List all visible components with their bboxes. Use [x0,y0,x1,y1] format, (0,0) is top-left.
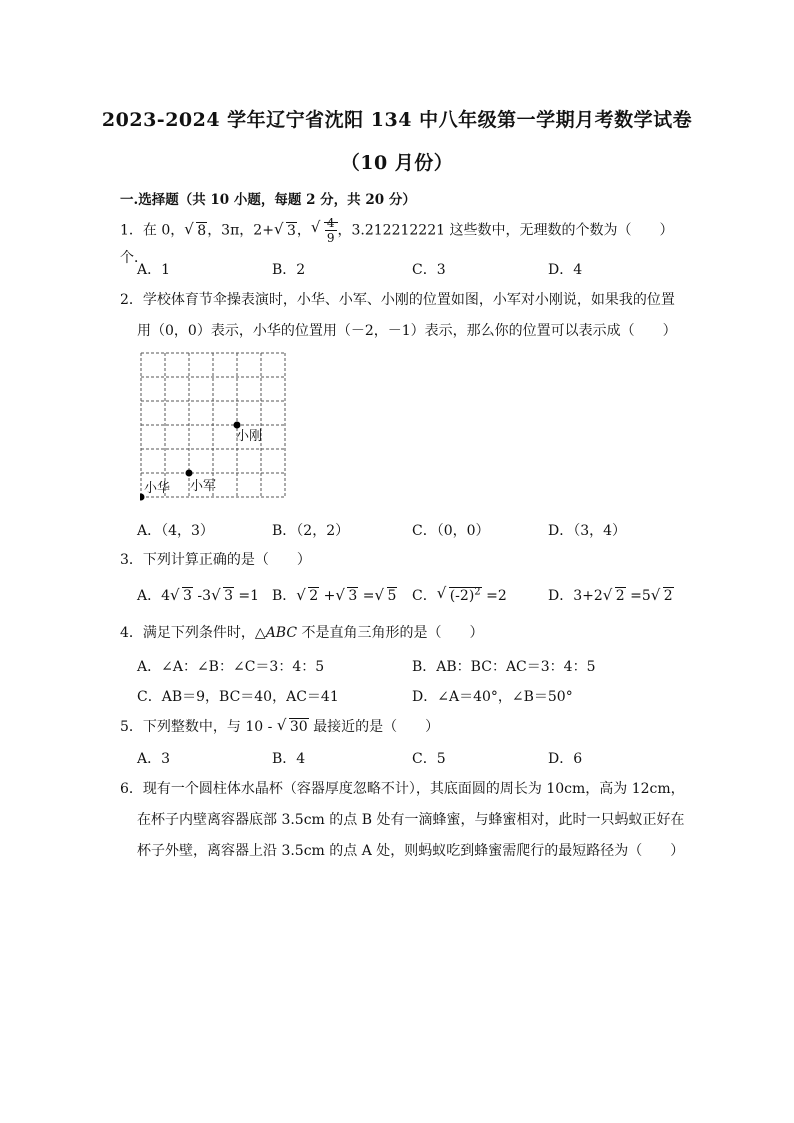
q3-option-b[interactable] [272,585,397,605]
q5-option-d[interactable]: D．6 [548,751,583,767]
question-2-line-2: 用（0，0）表示，小华的位置用（－2，－1）表示，那么你的位置可以表示成（ ） [137,323,677,339]
q1-frac-den: 9 [326,231,335,245]
label-xiaogang: 小刚 [236,429,263,444]
q4-stem-a: 4．满足下列条件时，△ [120,625,266,641]
q1-suffix: ，3.212212221 这些数中，无理数的个数为（ ）个． [120,222,674,266]
q5-option-c[interactable]: C．5 [412,751,446,767]
q3-d-rad2: 2 [663,588,673,604]
q1-radicand-3: 3 [286,222,296,239]
q3-a-coef: 4 [161,588,171,604]
q3-b-letter: B． [272,588,297,604]
q1-mid: ，3π， [207,222,254,239]
q5-option-b[interactable]: B．4 [272,751,306,767]
q3-option-d[interactable] [548,585,674,605]
q4-option-c[interactable]: C．AB＝9，BC＝40，AC＝41 [137,689,339,705]
exam-subtitle: （10 月份） [340,152,454,174]
q3-b-mid: + [319,588,336,604]
q3-c-letter: C． [412,588,437,604]
q5-option-a[interactable]: A．3 [137,751,171,767]
question-6-line-1: 6．现有一个圆柱体水晶杯（容器厚度忽略不计），其底面圆的周长为 10cm，高为 12cm， [120,781,685,797]
q2-option-b[interactable]: B．（2，2） [272,523,350,539]
q3-d-coef: 3+2 [573,588,603,604]
label-xiaojun: 小军 [190,479,217,494]
question-6-line-3: 杯子外壁，离容器上沿 3.5cm 的点 A 处，则蚂蚁吃到蜂蜜需爬行的最短路径为（ ） [137,843,685,859]
q1-option-b[interactable]: B．2 [272,262,306,278]
q3-option-a[interactable] [137,585,259,605]
q2-option-a[interactable]: A．（4，3） [137,523,214,539]
q3-c-end: =2 [481,588,507,604]
q5-radicand: 30 [289,719,308,735]
q3-a-mid: -3 [192,588,212,604]
q3-d-letter: D． [548,588,574,604]
question-2-line-1: 2．学校体育节伞操表演时，小华、小军、小刚的位置如图，小军对小刚说，如果我的位置 [120,292,675,308]
q1-option-a[interactable]: A．1 [137,262,171,278]
question-5 [120,714,690,740]
q4-option-b[interactable]: B．AB：BC：AC＝3：4：5 [412,659,596,675]
q3-c-rad: (-2) [449,588,475,604]
question-3: 3．下列计算正确的是（ ） [120,552,311,568]
q1-comma: ， [296,222,311,239]
q3-a-end: =1 [233,588,260,604]
question-6-line-2: 在杯子内壁离容器底部 3.5cm 的点 B 处有一滴蜂蜜，与蜂蜜相对，此时一只蚂蚁正好在 [137,812,685,828]
q3-b-rad1: 2 [309,588,319,604]
q3-a-rad1: 3 [183,588,192,604]
label-xiaohua: 小华 [144,481,171,496]
q4-option-d[interactable]: D．∠A＝40°，∠B＝50° [412,689,573,705]
q1-option-d[interactable]: D．4 [548,262,583,278]
q3-a-letter: A． [137,588,162,604]
q3-b-rad2: 3 [348,588,358,604]
section-heading: 一.选择题（共 10 小题，每题 2 分，共 20 分） [120,192,416,208]
q4-stem-b: 不是直角三角形的是（ ） [297,625,484,641]
q3-b-rad3: 5 [387,588,397,604]
q3-a-rad2: 3 [224,588,233,604]
position-grid-figure [140,352,300,516]
question-1 [120,216,690,271]
q1-radicand-8: 8 [197,222,207,239]
q3-d-eq: =5 [625,588,651,604]
q3-option-c[interactable] [412,585,507,605]
q4-option-a[interactable]: A．∠A：∠B：∠C＝3：4：5 [137,659,325,675]
q3-c-exp: 2 [474,586,481,598]
q1-two-plus: 2+ [253,222,274,239]
exam-title: 2023-2024 学年辽宁省沈阳 134 中八年级第一学期月考数学试卷 [101,109,693,131]
q3-b-eq: = [358,588,375,604]
q4-triangle: ABC [265,625,298,641]
sqrt-8 [184,218,207,244]
q1-prefix: 1．在 0， [120,222,185,239]
q2-option-c[interactable]: C．（0，0） [412,523,490,539]
q2-option-d[interactable]: D．（3，4） [548,523,627,539]
q3-d-rad1: 2 [615,588,625,604]
q5-stem-b: 最接近的是（ ） [308,719,440,735]
point-xiaogang [234,422,241,429]
sqrt-fraction [311,216,338,245]
q1-frac-num: √ 4 [326,216,335,230]
point-xiaojun [186,470,193,477]
q5-stem-a: 5．下列整数中，与 10 - [120,719,277,735]
question-4 [120,620,690,646]
q1-option-c[interactable]: C．3 [412,262,446,278]
sqrt-3 [274,218,297,244]
grid-diagram [140,352,300,512]
fraction-4-9 [325,216,337,245]
